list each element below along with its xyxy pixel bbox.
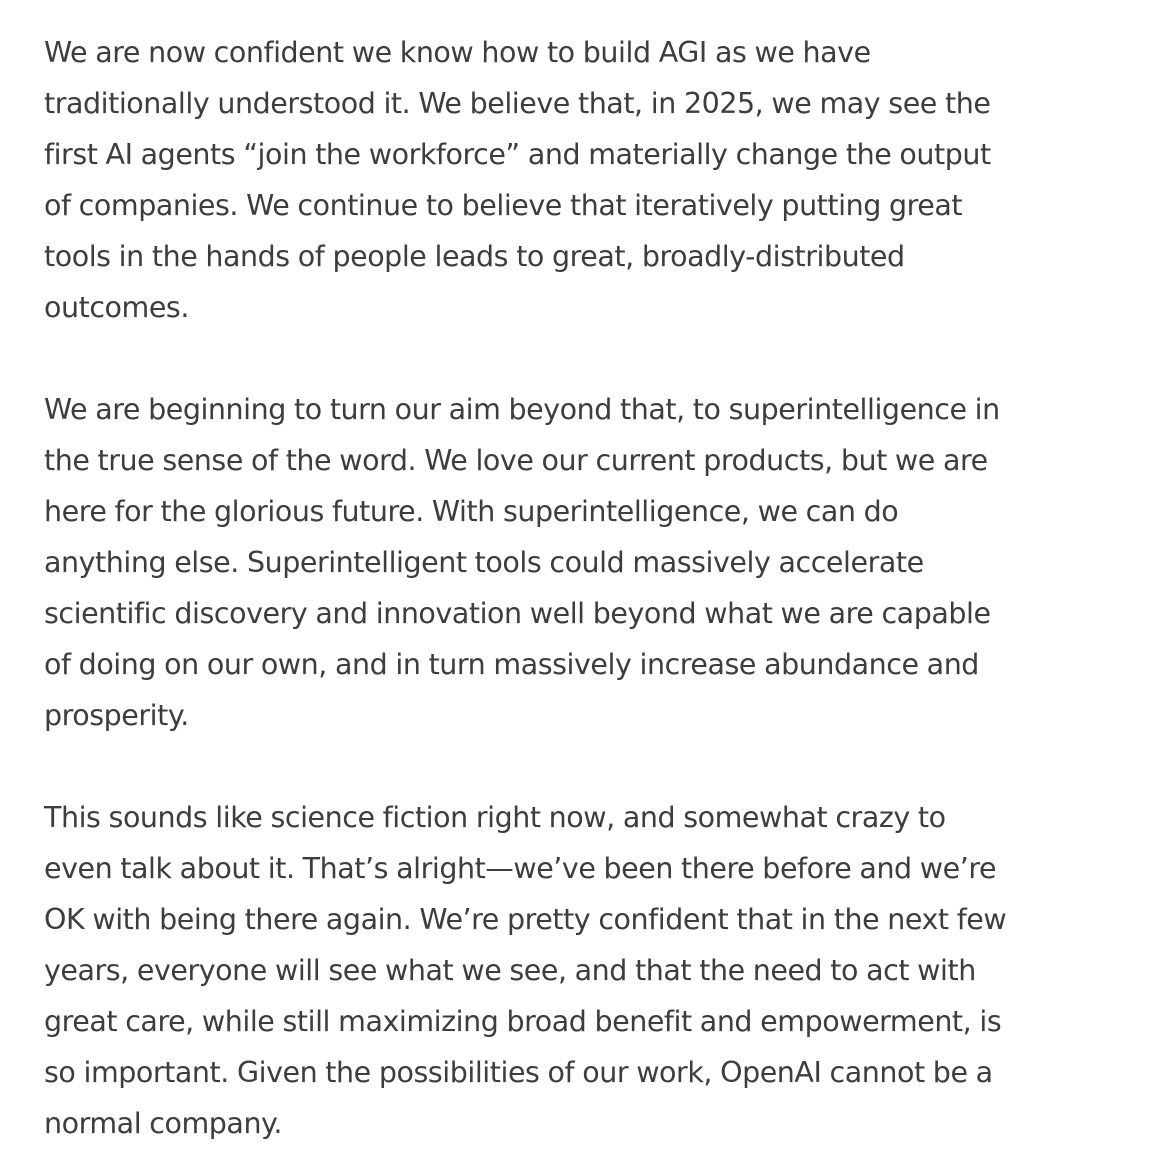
text-line: normal company.: [44, 1107, 283, 1140]
text-line: first AI agents “join the workforce” and materially change the output: [44, 138, 991, 171]
text-line: This sounds like science fiction right now, and somewhat crazy to: [44, 801, 946, 834]
text-line: great care, while still maximizing broad benefit and empowerment, is: [44, 1005, 1002, 1038]
text-line: of companies. We continue to believe that iteratively putting great: [44, 189, 963, 222]
text-line: anything else. Superintelligent tools could massively accelerate: [44, 546, 924, 579]
text-line: prosperity.: [44, 699, 189, 732]
text-line: tools in the hands of people leads to great, broadly-distributed: [44, 240, 905, 273]
text-line: scientific discovery and innovation well beyond what we are capable: [44, 597, 991, 630]
text-line: outcomes.: [44, 291, 189, 324]
text-line: traditionally understood it. We believe that, in 2025, we may see the: [44, 87, 991, 120]
article-body: [44, 27, 1044, 1149]
text-line: the true sense of the word. We love our current products, but we are: [44, 444, 988, 477]
text-line: We are now confident we know how to build AGI as we have: [44, 36, 871, 69]
text-line: We are beginning to turn our aim beyond that, to superintelligence in: [44, 393, 1000, 426]
paragraph-science-fiction: [44, 792, 1044, 1149]
paragraph-superintelligence: [44, 384, 1044, 741]
text-line: here for the glorious future. With superintelligence, we can do: [44, 495, 899, 528]
text-line: even talk about it. That’s alright—we’ve been there before and we’re: [44, 852, 997, 885]
text-line: so important. Given the possibilities of our work, OpenAI cannot be a: [44, 1056, 993, 1089]
text-line: years, everyone will see what we see, and that the need to act with: [44, 954, 976, 987]
text-line: of doing on our own, and in turn massively increase abundance and: [44, 648, 979, 681]
paragraph-agi: [44, 27, 1044, 333]
text-line: OK with being there again. We’re pretty confident that in the next few: [44, 903, 1007, 936]
